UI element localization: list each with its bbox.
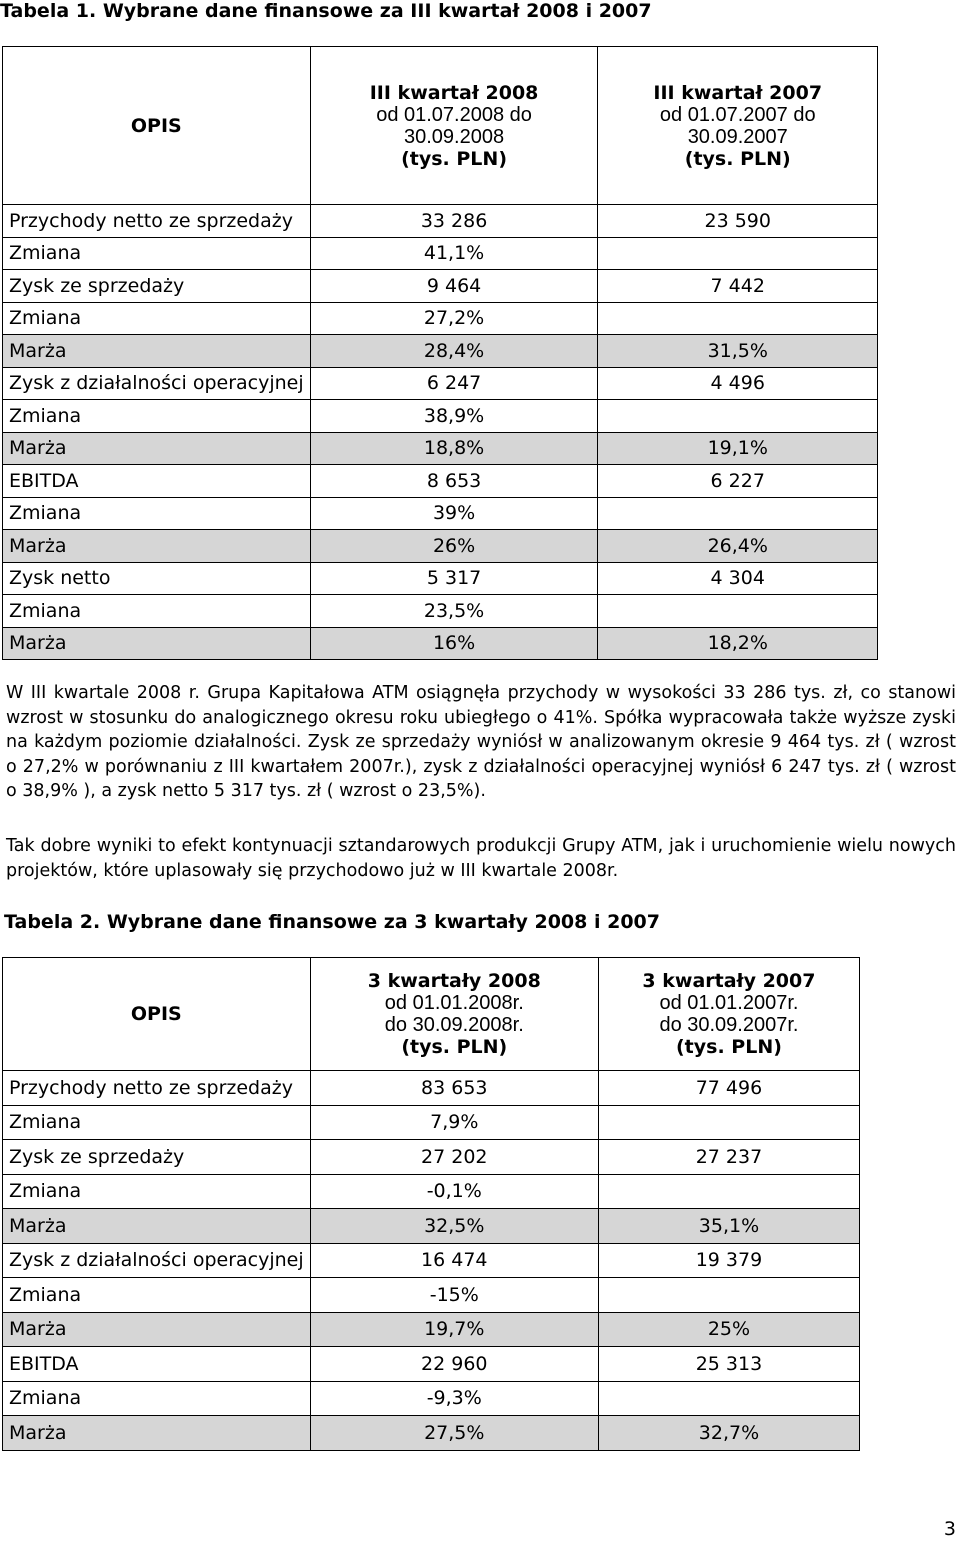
row-value-col2: 19,1% — [598, 432, 878, 465]
table2-col2-unit: (tys. PLN) — [676, 1036, 782, 1058]
row-value-col1: 32,5% — [310, 1209, 598, 1244]
row-value-col1: 22 960 — [310, 1347, 598, 1382]
table1 — [2, 46, 878, 660]
row-label: Zmiana — [3, 237, 311, 270]
row-value-col2 — [598, 237, 878, 270]
table2 — [2, 957, 860, 1451]
row-label: Przychody netto ze sprzedaży — [3, 1071, 311, 1106]
row-value-col1: 83 653 — [310, 1071, 598, 1106]
row-label: Zmiana — [3, 497, 311, 530]
table-row — [3, 1381, 860, 1416]
row-value-col2 — [598, 595, 878, 628]
table-row — [3, 1312, 860, 1347]
row-label: Zysk ze sprzedaży — [3, 270, 311, 303]
row-value-col1: 9 464 — [310, 270, 598, 303]
table-row — [3, 627, 878, 660]
table1-col1-unit: (tys. PLN) — [401, 147, 508, 170]
row-value-col1: 7,9% — [310, 1105, 598, 1140]
table2-col1-from: od 01.01.2008r. — [384, 992, 524, 1014]
table-row — [3, 1174, 860, 1209]
row-label: Zmiana — [3, 1174, 311, 1209]
table1-header-row — [3, 47, 878, 205]
table-row — [3, 1278, 860, 1313]
row-label: Marża — [3, 432, 311, 465]
row-value-col2: 4 496 — [598, 367, 878, 400]
table2-col2-from: od 01.01.2007r. — [659, 992, 799, 1014]
table1-col1-from: od 01.07.2008 do — [376, 103, 532, 126]
row-value-col1: -9,3% — [310, 1381, 598, 1416]
row-value-col1: 23,5% — [310, 595, 598, 628]
table1-col1-header — [310, 47, 598, 205]
table-row — [3, 595, 878, 628]
row-value-col1: 38,9% — [310, 400, 598, 433]
row-label: EBITDA — [3, 465, 311, 498]
table2-col1-to: do 30.09.2008r. — [384, 1014, 524, 1036]
row-value-col2 — [598, 497, 878, 530]
row-label: Zmiana — [3, 302, 311, 335]
table-row — [3, 432, 878, 465]
row-value-col2: 18,2% — [598, 627, 878, 660]
row-label: Marża — [3, 1209, 311, 1244]
row-value-col2: 26,4% — [598, 530, 878, 563]
row-value-col1: 19,7% — [310, 1312, 598, 1347]
row-value-col2: 77 496 — [598, 1071, 859, 1106]
table2-col1-unit: (tys. PLN) — [401, 1036, 508, 1058]
row-value-col1: 33 286 — [310, 205, 598, 238]
row-value-col2: 31,5% — [598, 335, 878, 368]
row-value-col2: 7 442 — [598, 270, 878, 303]
row-value-col2: 25% — [598, 1312, 859, 1347]
row-value-col1: 16% — [310, 627, 598, 660]
row-label: Zysk ze sprzedaży — [3, 1140, 311, 1175]
table-row — [3, 302, 878, 335]
table-row — [3, 1071, 860, 1106]
row-value-col1: 27,5% — [310, 1416, 598, 1451]
row-label: Marża — [3, 1416, 311, 1451]
table1-col1-to: 30.09.2008 — [404, 125, 505, 148]
table-row — [3, 335, 878, 368]
row-value-col1: 6 247 — [310, 367, 598, 400]
row-label: Zmiana — [3, 1278, 311, 1313]
row-value-col2: 35,1% — [598, 1209, 859, 1244]
row-value-col1: -15% — [310, 1278, 598, 1313]
table-row — [3, 367, 878, 400]
row-label: Zmiana — [3, 595, 311, 628]
table-row — [3, 400, 878, 433]
row-value-col1: 26% — [310, 530, 598, 563]
row-value-col1: 16 474 — [310, 1243, 598, 1278]
table-row — [3, 530, 878, 563]
table2-col2-header — [598, 958, 859, 1071]
row-label: Zysk z działalności operacyjnej — [3, 1243, 311, 1278]
table-row — [3, 1209, 860, 1244]
table2-col1-header — [310, 958, 598, 1071]
table1-body — [3, 205, 878, 660]
row-value-col2: 6 227 — [598, 465, 878, 498]
table1-col2-unit: (tys. PLN) — [684, 147, 791, 170]
table-row — [3, 1416, 860, 1451]
table1-col2-to: 30.09.2007 — [687, 125, 788, 148]
row-value-col2: 19 379 — [598, 1243, 859, 1278]
row-value-col1: 5 317 — [310, 562, 598, 595]
table1-opis-header: OPIS — [3, 47, 311, 205]
table-row — [3, 1140, 860, 1175]
table1-col2-title: III kwartał 2007 — [653, 81, 823, 104]
table2-body — [3, 1071, 860, 1451]
table-row — [3, 237, 878, 270]
row-value-col2: 23 590 — [598, 205, 878, 238]
row-value-col2 — [598, 1278, 859, 1313]
paragraph-q3-results: W III kwartale 2008 r. Grupa Kapitałowa ATM osiągnęła przychody w wysokości 33 286 tys. zł, co stanowi wzrost w stosunku do analogicznego okresu roku ubiegłego o 41%. Spółka wypracowała także wyższe zyski na każdym poziomie działalności. Zysk ze sprzedaży wyniósł w analizowanym okresie 9 464 tys. zł ( wzrost o 27,2% w porównaniu z III kwartałem 2007r.), zysk z działalności operacyjnej wyniósł 6 247 tys. zł ( wzrost o 38,9% ), a zysk netto 5 317 tys. zł ( wzrost o 23,5%). — [6, 683, 956, 801]
table-row — [3, 1243, 860, 1278]
row-label: Zmiana — [3, 1381, 311, 1416]
row-value-col1: -0,1% — [310, 1174, 598, 1209]
row-label: Zysk netto — [3, 562, 311, 595]
row-value-col1: 28,4% — [310, 335, 598, 368]
table-row — [3, 1105, 860, 1140]
row-label: EBITDA — [3, 1347, 311, 1382]
row-label: Marża — [3, 1312, 311, 1347]
table-row — [3, 497, 878, 530]
table1-title: Tabela 1. Wybrane dane finansowe za III kwartał 2008 i 2007 — [0, 0, 652, 22]
table1-col1-title: III kwartał 2008 — [369, 81, 539, 104]
row-label: Marża — [3, 335, 311, 368]
table-row — [3, 270, 878, 303]
paragraph-summary: Tak dobre wyniki to efekt kontynuacji sztandarowych produkcji Grupy ATM, jak i uruchomienie wielu nowych projektów, które uplasowały się przychodowo już w III kwartale 2008r. — [6, 836, 956, 881]
table2-col2-to: do 30.09.2007r. — [659, 1014, 799, 1036]
table2-col2-title: 3 kwartały 2007 — [642, 970, 816, 992]
row-value-col2: 25 313 — [598, 1347, 859, 1382]
row-value-col2: 32,7% — [598, 1416, 859, 1451]
row-value-col1: 27,2% — [310, 302, 598, 335]
table-row — [3, 1347, 860, 1382]
row-label: Zmiana — [3, 400, 311, 433]
row-value-col1: 41,1% — [310, 237, 598, 270]
table-row — [3, 205, 878, 238]
row-value-col2 — [598, 1174, 859, 1209]
row-value-col1: 39% — [310, 497, 598, 530]
row-label: Marża — [3, 627, 311, 660]
table1-col2-from: od 01.07.2007 do — [659, 103, 816, 126]
row-value-col1: 8 653 — [310, 465, 598, 498]
table-row — [3, 465, 878, 498]
table-row — [3, 562, 878, 595]
row-value-col2 — [598, 302, 878, 335]
row-label: Zysk z działalności operacyjnej — [3, 367, 311, 400]
table1-col2-header — [598, 47, 878, 205]
row-label: Przychody netto ze sprzedaży — [3, 205, 311, 238]
table2-col1-title: 3 kwartały 2008 — [367, 970, 541, 992]
row-value-col1: 27 202 — [310, 1140, 598, 1175]
row-label: Marża — [3, 530, 311, 563]
row-value-col2: 4 304 — [598, 562, 878, 595]
row-value-col1: 18,8% — [310, 432, 598, 465]
row-value-col2 — [598, 400, 878, 433]
row-value-col2: 27 237 — [598, 1140, 859, 1175]
page-number: 3 — [943, 1518, 956, 1540]
row-label: Zmiana — [3, 1105, 311, 1140]
table2-opis-header: OPIS — [3, 958, 311, 1071]
row-value-col2 — [598, 1105, 859, 1140]
table2-header-row — [3, 958, 860, 1071]
table2-title: Tabela 2. Wybrane dane finansowe za 3 kwartały 2008 i 2007 — [4, 911, 660, 933]
row-value-col2 — [598, 1381, 859, 1416]
